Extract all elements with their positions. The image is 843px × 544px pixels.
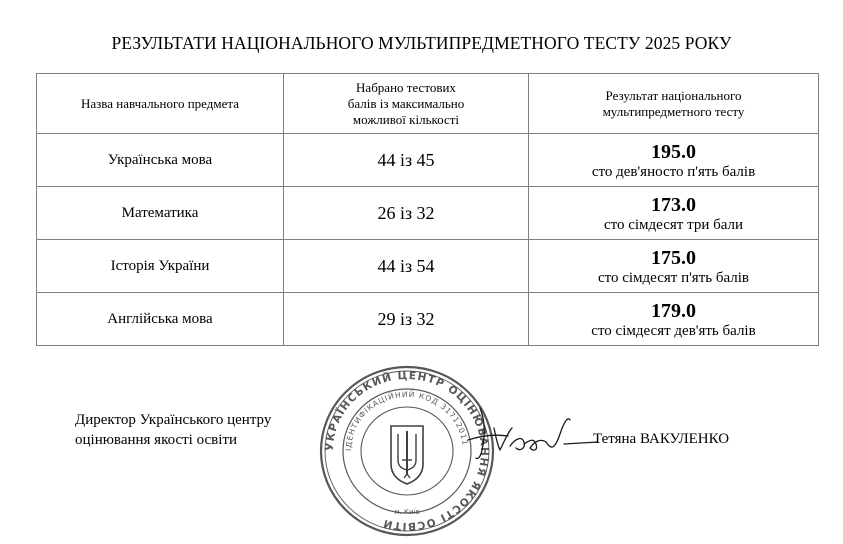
score-words: сто сімдесят дев'ять балів [591, 322, 756, 339]
score-words: сто дев'яносто п'ять балів [591, 163, 756, 180]
header-result-line: Результат національного [605, 87, 742, 103]
table-row [37, 240, 819, 293]
header-points-line: можливої кількості [352, 111, 460, 127]
header-points [284, 74, 529, 134]
score-words: сто сімдесят три бали [603, 216, 744, 233]
seal-outer-text: УКРАЇНСЬКИЙ ЦЕНТР ОЦІНЮВАННЯ ЯКОСТІ ОСВІТИ [323, 369, 491, 533]
results-table [36, 73, 819, 346]
score-words: сто сімдесят п'ять балів [597, 269, 750, 286]
points-cell: 26 із 32 [284, 187, 529, 240]
signature-icon [460, 398, 600, 464]
header-result [529, 74, 819, 134]
seal-inner-text: ІДЕНТИФІКАЦІЙНИЙ КОД 31712011 [343, 389, 470, 452]
header-subject-label: Назва навчального предмета [81, 95, 239, 111]
signer-name: Тетяна ВАКУЛЕНКО [593, 431, 730, 447]
points-cell: 44 із 54 [284, 240, 529, 293]
result-cell [529, 293, 819, 346]
director-title [75, 410, 271, 450]
subject-cell: Українська мова [37, 134, 284, 187]
header-points-line: Набрано тестових [356, 79, 456, 95]
score-value: 195.0 [651, 140, 696, 163]
points-cell: 29 із 32 [284, 293, 529, 346]
subject-cell: Історія України [37, 240, 284, 293]
header-result-line: мультипредметного тесту [602, 103, 745, 119]
director-line: Директор Українського центру [75, 412, 272, 428]
table-row [37, 293, 819, 346]
subject-cell: Математика [37, 187, 284, 240]
table-row [37, 187, 819, 240]
points-cell: 44 із 45 [284, 134, 529, 187]
trident-emblem-icon [391, 426, 423, 484]
score-value: 175.0 [651, 246, 696, 269]
table-header-row [37, 74, 819, 134]
seal-city-text: м. Київ [394, 508, 420, 516]
header-points-line: балів із максимально [347, 95, 465, 111]
director-line: оцінювання якості освіти [75, 432, 237, 448]
score-value: 179.0 [651, 299, 696, 322]
result-cell [529, 134, 819, 187]
score-value: 173.0 [651, 193, 696, 216]
result-cell [529, 240, 819, 293]
result-cell [529, 187, 819, 240]
header-subject [37, 74, 284, 134]
document-title: РЕЗУЛЬТАТИ НАЦІОНАЛЬНОГО МУЛЬТИПРЕДМЕТНОГО ТЕСТУ 2025 РОКУ [111, 33, 732, 53]
subject-cell: Англійська мова [37, 293, 284, 346]
table-row [37, 134, 819, 187]
